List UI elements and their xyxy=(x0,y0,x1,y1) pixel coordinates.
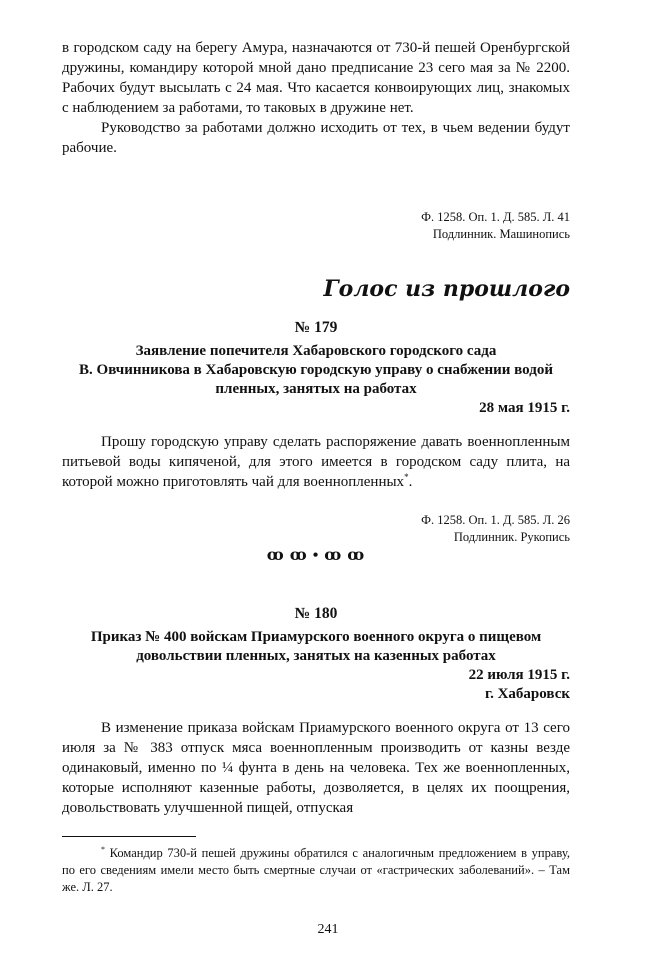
paragraph: В изменение приказа войскам Приамурского военного округа от 13 сего июля за № 383 отпуск мяса военнопленным производить от казны везде одинаковый, именно по ¼ фунта в день на человека. Тех же военнопленных, которые исполняют казенные работы, дозволяется, в целях их поощрения, довольствовать улучшенной пищей, отпуская xyxy=(62,720,570,816)
document-date: 28 мая 1915 г. xyxy=(479,400,570,416)
paragraph: Руководство за работами должно исходить от тех, в чьем ведении будут рабочие. xyxy=(62,120,570,156)
ornament-divider xyxy=(62,545,570,565)
document-179-body xyxy=(62,432,570,492)
source-type: Подлинник. Рукопись xyxy=(453,530,570,544)
footnote-text: Командир 730-й пешей дружины обратился с аналогичным предложением в управу, по его сведениям имели место быть смертные случаи от «гастрических заболеваний». – Там же. Л. 27. xyxy=(62,846,570,894)
document-title-line: Приказ № 400 войскам Приамурского военного округа о пищевом xyxy=(90,629,542,645)
paragraph xyxy=(62,432,570,492)
ornament: ꝏ ꝏ • ꝏ ꝏ xyxy=(266,547,366,564)
document-number: № 180 xyxy=(294,605,338,622)
document-date: 22 июля 1915 г. xyxy=(468,667,570,683)
footnote-marker: * xyxy=(101,844,105,854)
paragraph: в городском саду на берегу Амура, назначаются от 730-й пешей Оренбургской дружины, командиру которой мной дано предписание 23 сего мая за № 2200. Рабочих будут высылать с 24 мая. Что касается конвоирующих лиц, знакомых с наблюдением за работами, то таковых в дружине нет. xyxy=(62,40,570,116)
footnote-divider xyxy=(62,836,196,837)
document-place: г. Хабаровск xyxy=(484,686,570,702)
document-180 xyxy=(62,604,570,704)
document-179 xyxy=(62,318,570,418)
archive-reference: Ф. 1258. Оп. 1. Д. 585. Л. 26 xyxy=(421,513,570,527)
document-title-line: Заявление попечителя Хабаровского городского сада xyxy=(135,343,497,359)
page-number: 241 xyxy=(317,922,339,937)
document-title-line: В. Овчинникова в Хабаровскую городскую управу о снабжении водой xyxy=(79,362,553,378)
source-type: Подлинник. Машинопись xyxy=(432,227,570,241)
source-reference xyxy=(62,512,570,546)
document-180-body xyxy=(62,718,570,818)
footnote-block xyxy=(62,845,570,896)
archive-reference: Ф. 1258. Оп. 1. Д. 585. Л. 41 xyxy=(421,210,570,224)
section-title: Голос из прошлого xyxy=(323,276,570,302)
document-title-line: довольствии пленных, занятых на казенных работах xyxy=(136,648,496,664)
footnote xyxy=(62,845,570,896)
source-reference xyxy=(62,209,570,243)
paragraph-end: . xyxy=(408,474,413,490)
top-text-block xyxy=(62,38,570,158)
document-title-line: пленных, занятых на работах xyxy=(215,381,417,397)
paragraph-text: Прошу городскую управу сделать распоряжение давать военнопленным питьевой воды кипяченой, для этого имеется в городском саду плита, на которой можно приготовлять чай для военнопленных xyxy=(62,434,570,490)
section-header xyxy=(62,276,570,302)
document-number: № 179 xyxy=(294,319,338,336)
footnote-marker: * xyxy=(404,472,409,482)
